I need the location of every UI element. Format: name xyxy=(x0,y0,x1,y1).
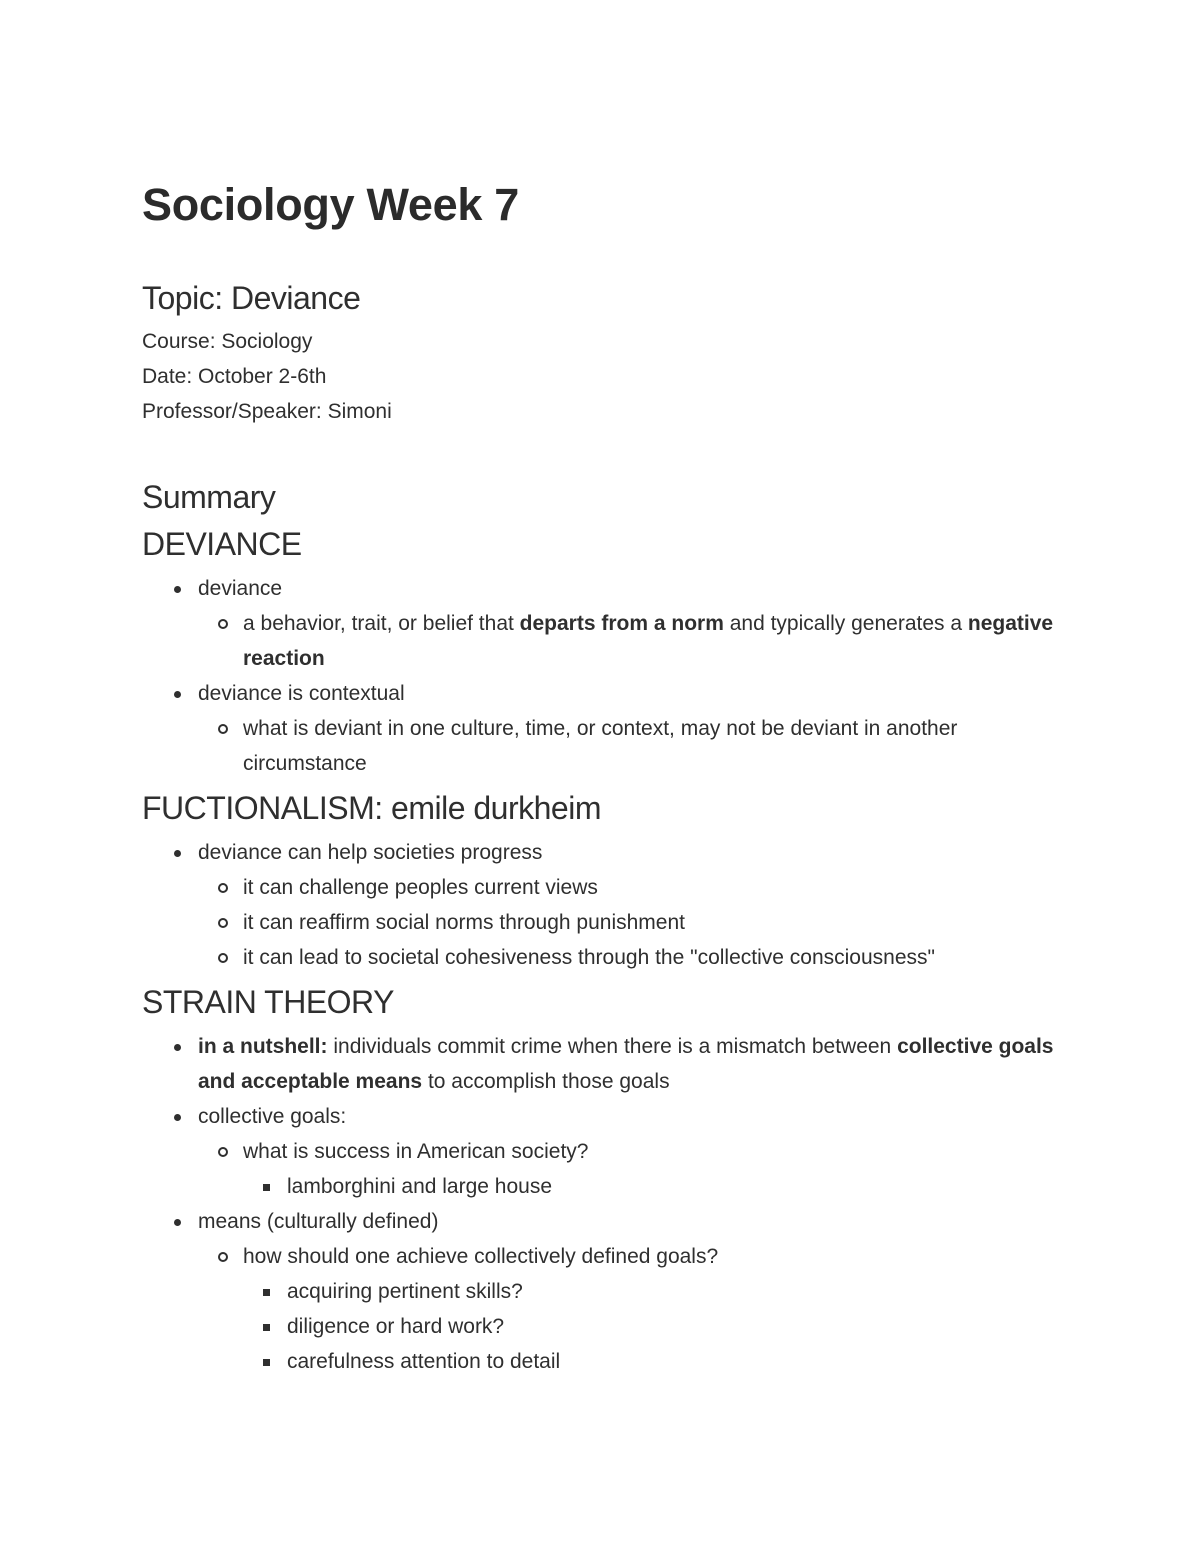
list-item xyxy=(142,606,1062,676)
list-item xyxy=(142,676,1062,711)
list-item xyxy=(142,1134,1062,1169)
list-item-text: to accomplish those goals xyxy=(422,1070,670,1093)
deviance-list xyxy=(142,571,1062,781)
list-item xyxy=(142,1239,1062,1274)
date-line: Date: October 2-6th xyxy=(142,365,327,388)
list-item xyxy=(142,870,1062,905)
list-item-text: deviance xyxy=(198,577,283,600)
bold-text: negative reaction xyxy=(243,612,1054,670)
list-item-text: diligence or hard work? xyxy=(287,1315,505,1338)
list-item-text: it can challenge peoples current views xyxy=(243,876,598,899)
list-item-text: how should one achieve collectively defined goals? xyxy=(243,1245,719,1268)
document-page xyxy=(142,176,1062,1379)
list-item xyxy=(142,1344,1062,1379)
list-item-text: collective goals: xyxy=(198,1105,347,1128)
list-item xyxy=(142,1309,1062,1344)
functionalism-heading: FUCTIONALISM: emile durkheim xyxy=(142,790,601,826)
list-item xyxy=(142,905,1062,940)
list-item-text: acquiring pertinent skills? xyxy=(287,1280,523,1303)
list-item xyxy=(142,1274,1062,1309)
course-line: Course: Sociology xyxy=(142,330,313,353)
list-item xyxy=(142,1169,1062,1204)
list-item-text: individuals commit crime when there is a mismatch between xyxy=(327,1035,898,1058)
bold-text: collective goals and acceptable means xyxy=(198,1035,1054,1093)
list-item xyxy=(142,1099,1062,1134)
list-item xyxy=(142,571,1062,606)
list-item xyxy=(142,940,1062,975)
summary-heading: Summary xyxy=(142,479,276,515)
list-item-text: means (culturally defined) xyxy=(198,1210,439,1233)
professor-line: Professor/Speaker: Simoni xyxy=(142,400,392,423)
functionalism-list xyxy=(142,835,1062,975)
list-item-text: what is deviant in one culture, time, or context, may not be deviant in another circumstance xyxy=(243,717,958,775)
list-item-text: carefulness attention to detail xyxy=(287,1350,561,1373)
bold-text: in a nutshell: xyxy=(198,1035,328,1058)
list-item xyxy=(142,711,1062,781)
topic-heading: Topic: Deviance xyxy=(142,280,361,316)
strain-theory-heading: STRAIN THEORY xyxy=(142,984,394,1020)
list-item-text: it can reaffirm social norms through punishment xyxy=(243,911,685,934)
page-title: Sociology Week 7 xyxy=(142,179,519,230)
list-item xyxy=(142,835,1062,870)
list-item-text: a behavior, trait, or belief that xyxy=(243,612,520,635)
meta-block xyxy=(142,324,1062,429)
list-item-text: it can lead to societal cohesiveness through the "collective consciousness" xyxy=(243,946,935,969)
list-item xyxy=(142,1204,1062,1239)
list-item-text: deviance is contextual xyxy=(198,682,405,705)
list-item-text: deviance can help societies progress xyxy=(198,841,543,864)
deviance-heading: DEVIANCE xyxy=(142,526,302,562)
list-item-text: lamborghini and large house xyxy=(287,1175,553,1198)
bold-text: departs from a norm xyxy=(519,612,724,635)
list-item-text: and typically generates a xyxy=(723,612,968,635)
list-item-text: what is success in American society? xyxy=(243,1140,589,1163)
list-item xyxy=(142,1029,1062,1099)
strain-theory-list xyxy=(142,1029,1062,1379)
